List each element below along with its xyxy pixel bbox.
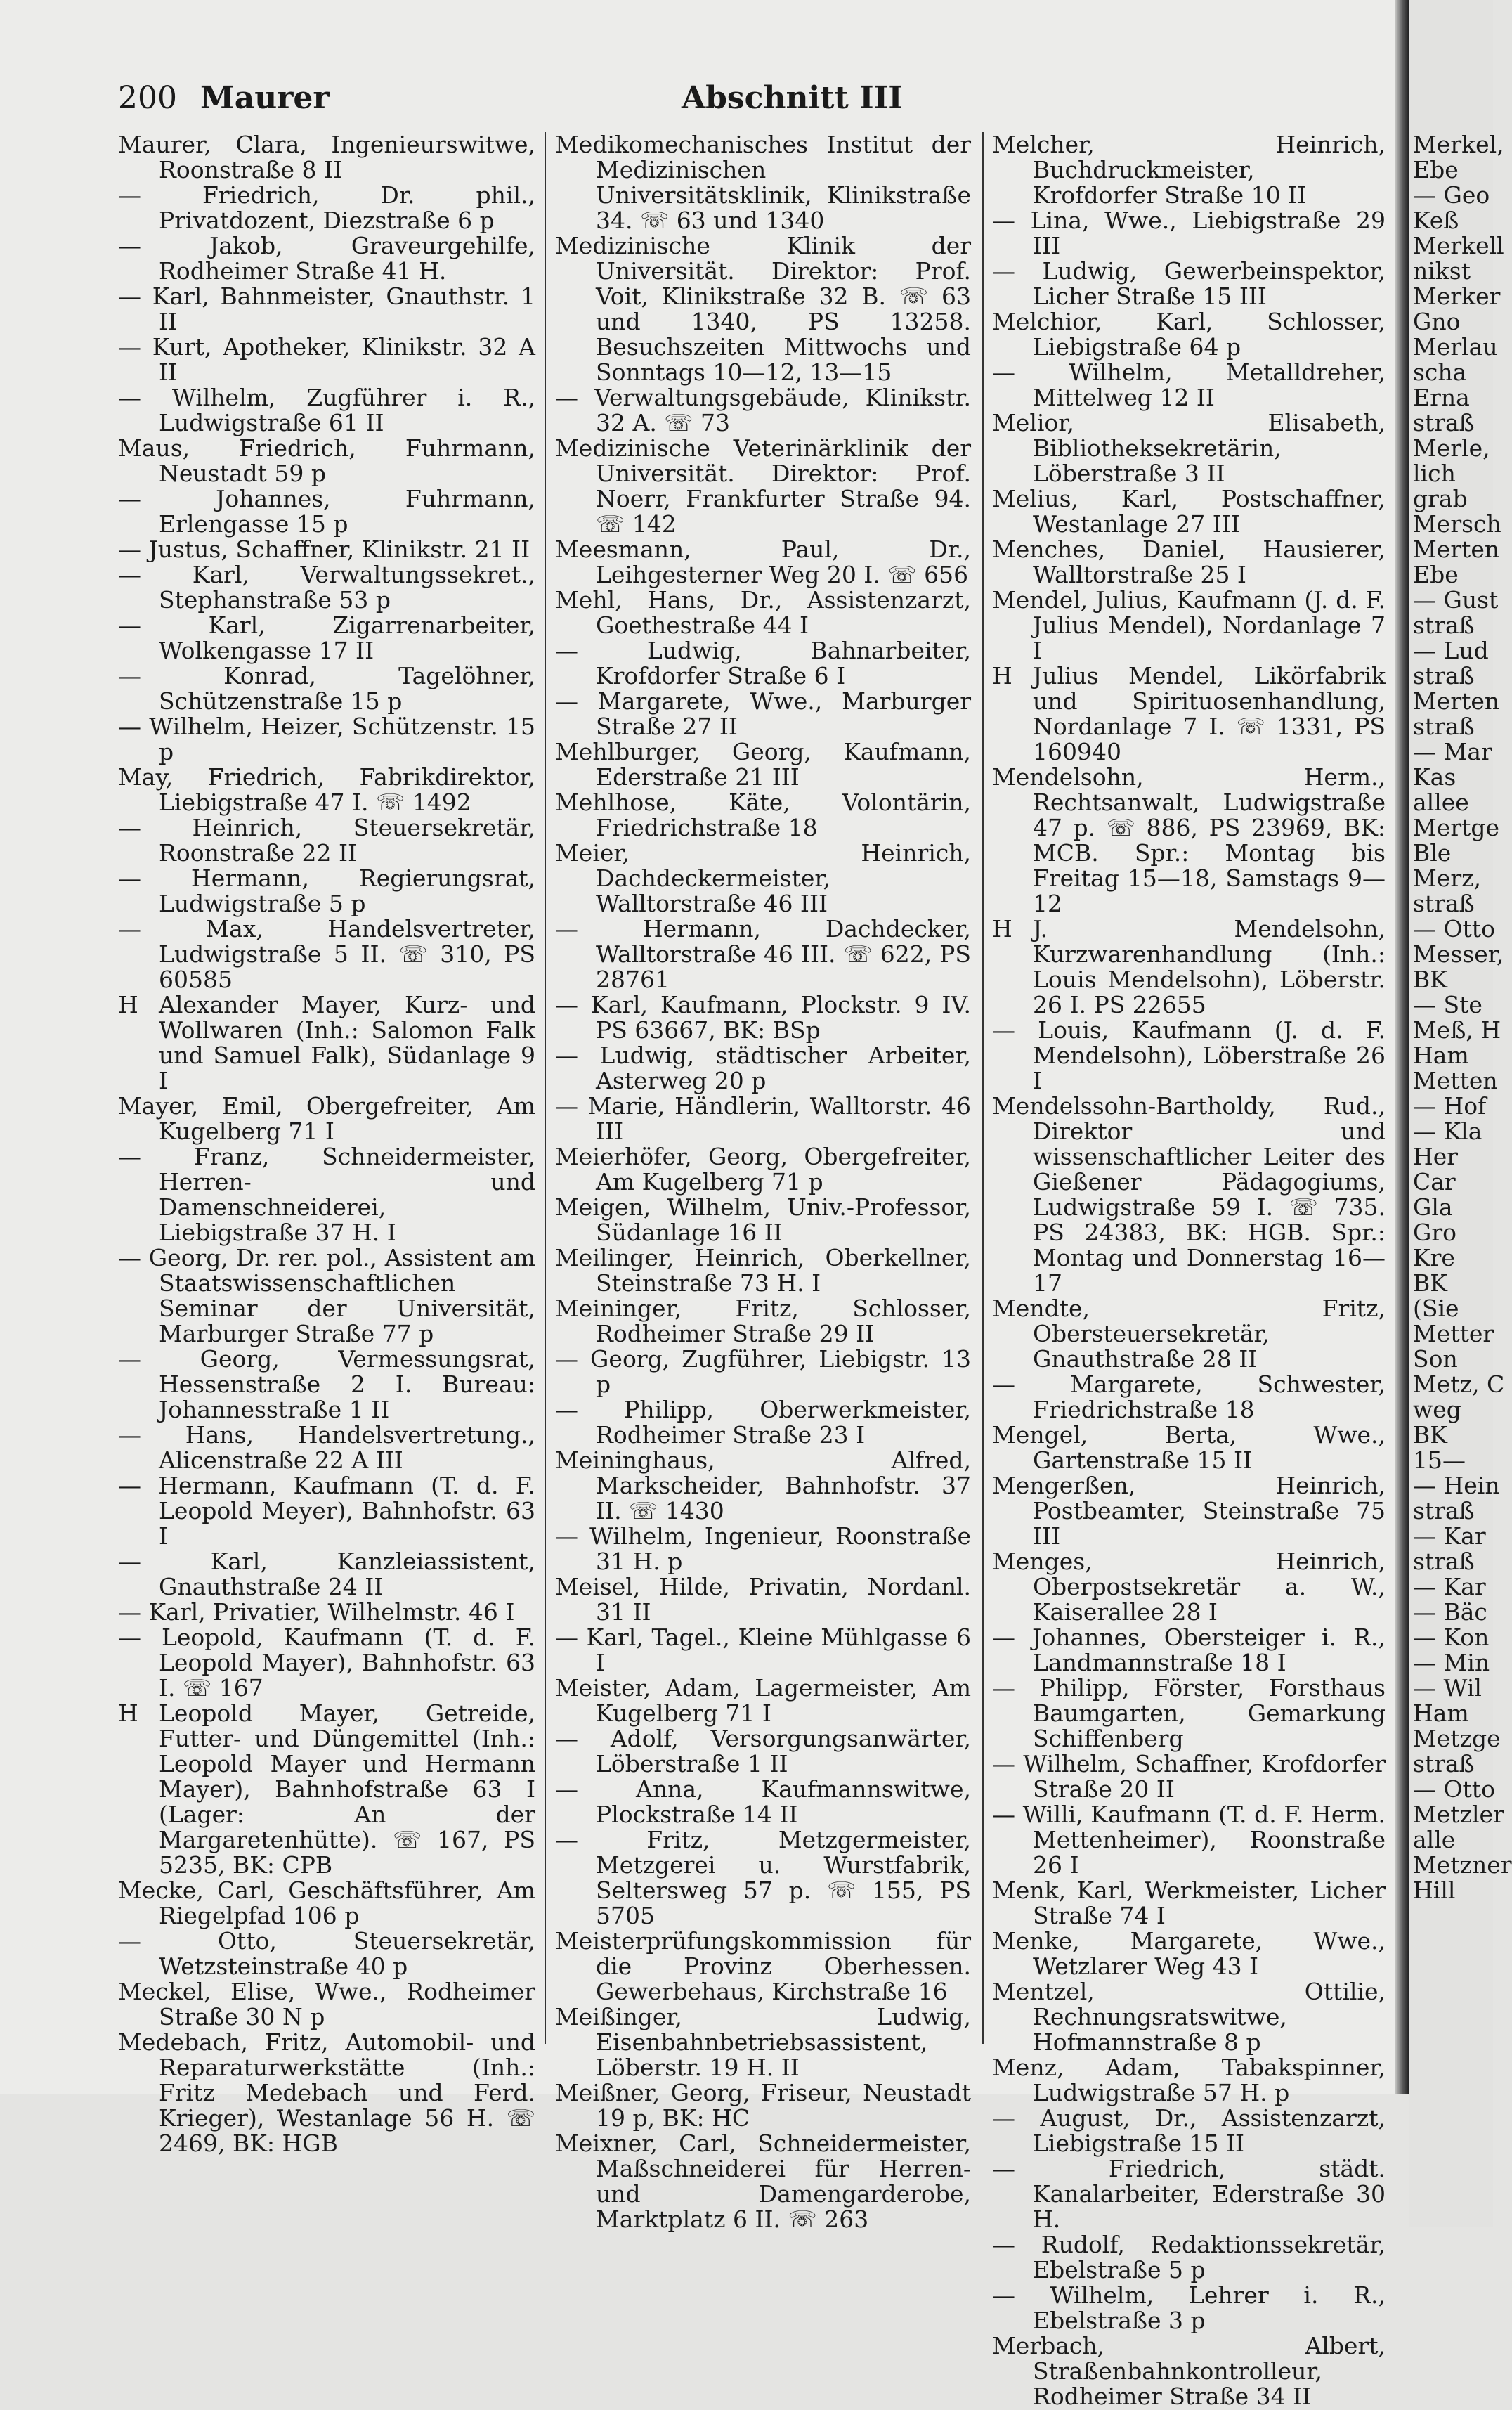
directory-entry bbox=[118, 1878, 535, 1929]
facing-page-fragment: BK bbox=[1413, 1269, 1447, 1297]
directory-entry bbox=[118, 2030, 535, 2156]
facing-page-fragment: Son bbox=[1413, 1345, 1458, 1373]
facing-page-fragment: nikst bbox=[1413, 257, 1471, 285]
facing-page-fragment: Ebe bbox=[1413, 156, 1459, 183]
directory-entry bbox=[555, 1144, 971, 1195]
firm-entry bbox=[118, 1701, 535, 1878]
entry-text: Menches, Daniel, Hausierer, Walltorstraße 25 I bbox=[992, 536, 1386, 588]
section-title: Abschnitt III bbox=[682, 80, 903, 116]
sub-entry bbox=[992, 259, 1386, 309]
entry-text: Maus, Friedrich, Fuhrmann, Neustadt 59 p bbox=[118, 434, 535, 487]
directory-entry bbox=[992, 2055, 1386, 2106]
facing-page-fragment: BK bbox=[1413, 966, 1447, 993]
firm-marker: H bbox=[992, 662, 1012, 689]
firm-entry bbox=[118, 992, 535, 1094]
sub-entry bbox=[118, 183, 535, 233]
directory-entry bbox=[992, 537, 1386, 588]
facing-page-fragment: alle bbox=[1413, 1826, 1456, 1853]
directory-entry bbox=[992, 309, 1386, 360]
sub-entry bbox=[555, 1625, 971, 1676]
sub-entry bbox=[118, 916, 535, 992]
facing-page-fragment: Ham bbox=[1413, 1699, 1469, 1727]
entry-text: — August, Dr., Assistenzarzt, Liebigstraße 15 II bbox=[992, 2104, 1386, 2157]
sub-entry bbox=[992, 1751, 1386, 1802]
entry-text: Mehl, Hans, Dr., Assistenzarzt, Goethestraße 44 I bbox=[555, 586, 971, 639]
entry-text: J. Mendelsohn, Kurzwarenhandlung (Inh.: Louis Mendelsohn), Löberstr. 26 I. PS 22655 bbox=[1033, 915, 1386, 1018]
sub-entry bbox=[118, 866, 535, 916]
facing-page-fragment: — Hof bbox=[1413, 1092, 1487, 1120]
sub-entry bbox=[118, 1549, 535, 1600]
entry-text: — Max, Handelsvertreter, Ludwigstraße 5 II. ☏ 310, PS 60585 bbox=[118, 915, 535, 993]
sub-entry bbox=[555, 385, 971, 436]
entry-text: Mengerßen, Heinrich, Postbeamter, Steinstraße 75 III bbox=[992, 1472, 1386, 1550]
facing-page-fragment: — Bäc bbox=[1413, 1598, 1487, 1626]
facing-page-fragment: straß bbox=[1413, 890, 1475, 917]
column-divider bbox=[982, 132, 984, 2044]
entry-text: — Kurt, Apotheker, Klinikstr. 32 A II bbox=[118, 333, 535, 386]
facing-page-fragment: Merker bbox=[1413, 283, 1501, 310]
directory-entry bbox=[118, 1094, 535, 1144]
directory-entry bbox=[555, 790, 971, 841]
entry-text: — Wilhelm, Zugführer i. R., Ludwigstraße 61 II bbox=[118, 384, 535, 436]
facing-page-fragment: — Min bbox=[1413, 1649, 1490, 1676]
running-head: Maurer bbox=[200, 80, 330, 116]
sub-entry bbox=[118, 1929, 535, 1979]
entry-text: — Leopold, Kaufmann (T. d. F. Leopold Mayer), Bahnhofstr. 63 I. ☏ 167 bbox=[118, 1624, 535, 1702]
entry-text: — Anna, Kaufmannswitwe, Plockstraße 14 II bbox=[555, 1775, 971, 1828]
sub-entry bbox=[992, 360, 1386, 410]
directory-entry bbox=[555, 1296, 971, 1347]
facing-page-fragment: — Otto bbox=[1413, 915, 1495, 942]
entry-text: — Karl, Bahnmeister, Gnauthstr. 1 II bbox=[118, 283, 535, 335]
facing-page-fragment: — Kar bbox=[1413, 1573, 1486, 1600]
facing-page-fragment: Merlau bbox=[1413, 333, 1498, 361]
sub-entry bbox=[555, 1524, 971, 1574]
entry-text: — Wilhelm, Ingenieur, Roonstraße 31 H. p bbox=[555, 1522, 971, 1575]
facing-page-fragment: Mertge bbox=[1413, 814, 1500, 841]
facing-page-fragment: Kre bbox=[1413, 1244, 1455, 1271]
entry-text: Meininger, Fritz, Schlosser, Rodheimer Straße 29 II bbox=[555, 1295, 971, 1347]
sub-entry bbox=[118, 486, 535, 537]
entry-text: — Georg, Vermessungsrat, Hessenstraße 2 I. Bureau: Johannesstraße 1 II bbox=[118, 1345, 535, 1423]
entry-text: Meesmann, Paul, Dr., Leihgesterner Weg 20 I. ☏ 656 bbox=[555, 536, 971, 588]
sub-entry bbox=[118, 1600, 535, 1625]
sub-entry bbox=[118, 1625, 535, 1701]
sub-entry bbox=[118, 1245, 535, 1347]
facing-page-fragment: — Kla bbox=[1413, 1117, 1482, 1145]
entry-text: Meierhöfer, Georg, Obergefreiter, Am Kugelberg 71 p bbox=[555, 1143, 971, 1196]
directory-entry bbox=[992, 132, 1386, 208]
sub-entry bbox=[555, 992, 971, 1043]
entry-text: Melius, Karl, Postschaffner, Westanlage 27 III bbox=[992, 485, 1386, 538]
entry-text: — Karl, Verwaltungssekret., Stephanstraße 53 p bbox=[118, 561, 535, 614]
entry-text: Medizinische Veterinärklinik der Universität. Direktor: Prof. Noerr, Frankfurter Straße 94. ☏ 142 bbox=[555, 434, 971, 538]
entry-text: — Margarete, Wwe., Marburger Straße 27 II bbox=[555, 687, 971, 740]
entry-text: — Karl, Tagel., Kleine Mühlgasse 6 I bbox=[555, 1624, 971, 1676]
sub-entry bbox=[118, 537, 535, 562]
directory-entry bbox=[992, 1929, 1386, 1979]
facing-page-fragment: Gro bbox=[1413, 1219, 1457, 1246]
facing-page-fragment: straß bbox=[1413, 611, 1475, 639]
entry-text: Alexander Mayer, Kurz- und Wollwaren (Inh.: Salomon Falk und Samuel Falk), Südanlage 9 I bbox=[159, 991, 535, 1094]
column-3 bbox=[992, 132, 1386, 2409]
sub-entry bbox=[118, 284, 535, 335]
directory-entry bbox=[555, 841, 971, 916]
facing-page-fragment: — Kar bbox=[1413, 1522, 1486, 1550]
directory-entry bbox=[555, 2080, 971, 2131]
facing-page-fragment: Keß bbox=[1413, 207, 1459, 234]
entry-text: Mehlhose, Käte, Volontärin, Friedrichstraße 18 bbox=[555, 789, 971, 841]
facing-page-fragment: — Lud bbox=[1413, 637, 1489, 664]
facing-page-fragment: — Hein bbox=[1413, 1472, 1500, 1499]
facing-page-fragment: — Kon bbox=[1413, 1624, 1490, 1651]
sub-entry bbox=[118, 1347, 535, 1423]
directory-entry bbox=[555, 132, 971, 233]
facing-page-fragment: — Mar bbox=[1413, 738, 1492, 765]
facing-page-fragment: straß bbox=[1413, 662, 1475, 689]
sub-entry bbox=[555, 1043, 971, 1094]
entry-text: Meininghaus, Alfred, Markscheider, Bahnhofstr. 37 II. ☏ 1430 bbox=[555, 1446, 971, 1524]
directory-entry bbox=[992, 765, 1386, 916]
facing-page-fragment: Merkel, bbox=[1413, 131, 1504, 158]
facing-page-fragment: BK bbox=[1413, 1421, 1447, 1449]
entry-text: — Friedrich, Dr. phil., Privatdozent, Diezstraße 6 p bbox=[118, 181, 535, 234]
facing-page-fragment: — Geo bbox=[1413, 181, 1490, 209]
sub-entry bbox=[118, 714, 535, 765]
entry-text: — Philipp, Oberwerkmeister, Rodheimer Straße 23 I bbox=[555, 1396, 971, 1449]
entry-text: Meier, Heinrich, Dachdeckermeister, Walltorstraße 46 III bbox=[555, 839, 971, 917]
sub-entry bbox=[992, 1018, 1386, 1094]
sub-entry bbox=[555, 1726, 971, 1777]
directory-entry bbox=[118, 132, 535, 183]
entry-text: Meixner, Carl, Schneidermeister, Maßschneiderei für Herren- und Damengarderobe, Marktplatz 6 II. ☏ 263 bbox=[555, 2130, 971, 2233]
facing-page-fragment: Kas bbox=[1413, 763, 1456, 791]
entry-text: Merbach, Albert, Straßenbahnkontrolleur, Rodheimer Straße 34 II bbox=[992, 2332, 1386, 2410]
entry-text: Menk, Karl, Werkmeister, Licher Straße 74 I bbox=[992, 1877, 1386, 1929]
entry-text: Mendel, Julius, Kaufmann (J. d. F. Julius Mendel), Nordanlage 7 I bbox=[992, 586, 1386, 664]
entry-text: Mentzel, Ottilie, Rechnungsratswitwe, Hofmannstraße 8 p bbox=[992, 1978, 1386, 2056]
entry-text: — Ludwig, städtischer Arbeiter, Asterweg 20 p bbox=[555, 1042, 971, 1094]
entry-text: — Heinrich, Steuersekretär, Roonstraße 22 II bbox=[118, 814, 535, 867]
directory-entry bbox=[555, 1448, 971, 1524]
firm-marker: H bbox=[992, 915, 1012, 942]
facing-page-fragment: Her bbox=[1413, 1143, 1459, 1170]
entry-text: Meigen, Wilhelm, Univ.-Professor, Südanlage 16 II bbox=[555, 1193, 971, 1246]
directory-entry bbox=[992, 588, 1386, 663]
entry-text: — Hans, Handelsvertretung., Alicenstraße 22 A III bbox=[118, 1421, 535, 1474]
entry-text: Menz, Adam, Tabakspinner, Ludwigstraße 57 H. p bbox=[992, 2054, 1386, 2106]
sub-entry bbox=[555, 689, 971, 739]
firm-marker: H bbox=[118, 1699, 138, 1727]
directory-entry bbox=[555, 1929, 971, 2004]
facing-page-fragment: 15— bbox=[1413, 1446, 1466, 1474]
entry-text: Medikomechanisches Institut der Medizinischen Universitätsklinik, Klinikstraße 34. ☏ 63 und 1340 bbox=[555, 131, 971, 234]
entry-text: — Johannes, Obersteiger i. R., Landmannstraße 18 I bbox=[992, 1624, 1386, 1676]
entry-text: Mayer, Emil, Obergefreiter, Am Kugelberg 71 I bbox=[118, 1092, 535, 1145]
directory-entry bbox=[992, 410, 1386, 486]
facing-page-fragment: grab bbox=[1413, 485, 1468, 512]
entry-text: — Justus, Schaffner, Klinikstr. 21 II bbox=[118, 536, 530, 563]
entry-text: — Ludwig, Bahnarbeiter, Krofdorfer Straße 6 I bbox=[555, 637, 971, 689]
sub-entry bbox=[992, 1802, 1386, 1878]
entry-text: Mendte, Fritz, Obersteuersekretär, Gnauthstraße 28 II bbox=[992, 1295, 1386, 1373]
facing-page-fragment: straß bbox=[1413, 1548, 1475, 1575]
facing-page-fragment: Gla bbox=[1413, 1193, 1453, 1221]
directory-entry bbox=[555, 2131, 971, 2232]
entry-text: — Friedrich, städt. Kanalarbeiter, Ederstraße 30 H. bbox=[992, 2155, 1386, 2233]
entry-text: — Hermann, Dachdecker, Walltorstraße 46 III. ☏ 622, PS 28761 bbox=[555, 915, 971, 993]
book-spine-shadow bbox=[1395, 0, 1409, 2094]
directory-entry bbox=[555, 436, 971, 537]
directory-entry bbox=[992, 1549, 1386, 1625]
facing-page-fragment: Merle, bbox=[1413, 434, 1490, 462]
entry-text: Medebach, Fritz, Automobil- und Reparaturwerkstätte (Inh.: Fritz Medebach und Ferd. Krieger), Westanlage 56 H. ☏ 2469, BK: HGB bbox=[118, 2028, 535, 2157]
sub-entry bbox=[992, 1676, 1386, 1751]
sub-entry bbox=[118, 613, 535, 663]
entry-text: Leopold Mayer, Getreide, Futter- und Düngemittel (Inh.: Leopold Mayer und Hermann Mayer), Bahnhofstraße 63 I (Lager: An der Margaretenhütte). ☏ 167, PS 5235, BK: CPB bbox=[159, 1699, 535, 1879]
sub-entry bbox=[992, 1372, 1386, 1423]
sub-entry bbox=[992, 2283, 1386, 2333]
facing-page-fragment: Metzler bbox=[1413, 1801, 1504, 1828]
entry-text: — Philipp, Förster, Forsthaus Baumgarten, Gemarkung Schiffenberg bbox=[992, 1674, 1386, 1752]
facing-page-edge bbox=[1409, 0, 1512, 2227]
entry-text: Meister, Adam, Lagermeister, Am Kugelberg 71 I bbox=[555, 1674, 971, 1727]
entry-text: Meisel, Hilde, Privatin, Nordanl. 31 II bbox=[555, 1573, 971, 1626]
entry-text: Menke, Margarete, Wwe., Wetzlarer Weg 43 I bbox=[992, 1927, 1386, 1980]
facing-page-fragment: Ble bbox=[1413, 839, 1452, 867]
entry-text: — Franz, Schneidermeister, Herren- und Damenschneiderei, Liebigstraße 37 H. I bbox=[118, 1143, 535, 1246]
firm-marker: H bbox=[118, 991, 138, 1018]
entry-text: Melchior, Karl, Schlosser, Liebigstraße 64 p bbox=[992, 308, 1386, 361]
entry-text: — Rudolf, Redaktionssekretär, Ebelstraße 5 p bbox=[992, 2231, 1386, 2283]
facing-page-fragment: Ebe bbox=[1413, 561, 1459, 588]
entry-text: — Ludwig, Gewerbeinspektor, Licher Straße 15 III bbox=[992, 257, 1386, 310]
facing-page-fragment: Ham bbox=[1413, 1042, 1469, 1069]
entry-text: — Hermann, Kaufmann (T. d. F. Leopold Meyer), Bahnhofstr. 63 I bbox=[118, 1472, 535, 1550]
entry-text: — Louis, Kaufmann (J. d. F. Mendelsohn), Löberstraße 26 I bbox=[992, 1016, 1386, 1094]
sub-entry bbox=[118, 1473, 535, 1549]
directory-entry bbox=[992, 1296, 1386, 1372]
directory-entry bbox=[992, 1979, 1386, 2055]
facing-page-fragment: straß bbox=[1413, 713, 1475, 740]
sub-entry bbox=[992, 1625, 1386, 1676]
sub-entry bbox=[555, 916, 971, 992]
sub-entry bbox=[118, 1144, 535, 1245]
facing-page-fragment: — Gust bbox=[1413, 586, 1499, 614]
facing-page-fragment: Mersch bbox=[1413, 510, 1501, 538]
facing-page-fragment: Meß, H bbox=[1413, 1016, 1501, 1044]
sub-entry bbox=[118, 1423, 535, 1473]
directory-entry bbox=[118, 436, 535, 486]
facing-page-fragment: Metzner bbox=[1413, 1851, 1512, 1879]
directory-entry bbox=[555, 233, 971, 385]
directory-entry bbox=[555, 739, 971, 790]
entry-text: — Konrad, Tagelöhner, Schützenstraße 15 p bbox=[118, 662, 535, 715]
directory-entry bbox=[992, 1094, 1386, 1296]
directory-entry bbox=[992, 486, 1386, 537]
entry-text: Maurer, Clara, Ingenieurswitwe, Roonstraße 8 II bbox=[118, 131, 535, 183]
sub-entry bbox=[118, 385, 535, 436]
directory-entry bbox=[555, 1676, 971, 1726]
directory-entry bbox=[555, 588, 971, 638]
entry-text: Mendelssohn-Bartholdy, Rud., Direktor und wissenschaftlicher Leiter des Gießener Pädagogiums, Ludwigstraße 59 I. ☏ 735. PS 24383, BK: HGB. Spr.: Montag und Donnerstag 16—17 bbox=[992, 1092, 1386, 1297]
facing-page-fragment: — Ste bbox=[1413, 991, 1482, 1018]
facing-page-fragment: straß bbox=[1413, 1750, 1475, 1777]
facing-page-fragment: weg bbox=[1413, 1396, 1461, 1423]
sub-entry bbox=[555, 1777, 971, 1827]
sub-entry bbox=[555, 1347, 971, 1397]
entry-text: — Jakob, Graveurgehilfe, Rodheimer Straße 41 H. bbox=[118, 232, 535, 285]
facing-page-fragment: Merten bbox=[1413, 687, 1500, 715]
entry-text: Melior, Elisabeth, Bibliotheksekretärin, Löberstraße 3 II bbox=[992, 409, 1386, 487]
entry-text: — Wilhelm, Lehrer i. R., Ebelstraße 3 p bbox=[992, 2281, 1386, 2334]
facing-page-fragment: Car bbox=[1413, 1168, 1456, 1196]
entry-text: Mengel, Berta, Wwe., Gartenstraße 15 II bbox=[992, 1421, 1386, 1474]
entry-text: Julius Mendel, Likörfabrik und Spirituosenhandlung, Nordanlage 7 I. ☏ 1331, PS 160940 bbox=[1033, 662, 1386, 765]
entry-text: — Fritz, Metzgermeister, Metzgerei u. Wurstfabrik, Seltersweg 57 p. ☏ 155, PS 5705 bbox=[555, 1826, 971, 1929]
entry-text: — Karl, Privatier, Wilhelmstr. 46 I bbox=[118, 1598, 515, 1626]
entry-text: Medizinische Klinik der Universität. Direktor: Prof. Voit, Klinikstraße 32 B. ☏ 63 und 1340, PS 13258. Besuchszeiten Mittwochs und Sonntags 10—12, 13—15 bbox=[555, 232, 971, 386]
sub-entry bbox=[118, 815, 535, 866]
facing-page-fragment: — Wil bbox=[1413, 1674, 1482, 1702]
directory-entry bbox=[992, 1423, 1386, 1473]
facing-page-fragment: — Otto bbox=[1413, 1775, 1495, 1803]
facing-page-fragment: Metz, C bbox=[1413, 1371, 1505, 1398]
entry-text: Mehlburger, Georg, Kaufmann, Ederstraße 21 III bbox=[555, 738, 971, 791]
sub-entry bbox=[118, 663, 535, 714]
directory-entry bbox=[555, 2004, 971, 2080]
column-1 bbox=[118, 132, 535, 2156]
entry-text: — Marie, Händlerin, Walltorstr. 46 III bbox=[555, 1092, 971, 1145]
entry-text: — Johannes, Fuhrmann, Erlengasse 15 p bbox=[118, 485, 535, 538]
facing-page-fragment: lich bbox=[1413, 460, 1456, 487]
entry-text: Mecke, Carl, Geschäftsführer, Am Riegelpfad 106 p bbox=[118, 1877, 535, 1929]
entry-text: Meilinger, Heinrich, Oberkellner, Steinstraße 73 H. I bbox=[555, 1244, 971, 1297]
sub-entry bbox=[555, 1094, 971, 1144]
entry-text: — Hermann, Regierungsrat, Ludwigstraße 5 p bbox=[118, 864, 535, 917]
directory-entry bbox=[118, 765, 535, 815]
facing-page-fragment: allee bbox=[1413, 789, 1469, 816]
facing-page-fragment: straß bbox=[1413, 409, 1475, 436]
entry-text: Melcher, Heinrich, Buchdruckmeister, Krofdorfer Straße 10 II bbox=[992, 131, 1386, 209]
directory-entry bbox=[992, 2333, 1386, 2409]
facing-page-fragment: Gno bbox=[1413, 308, 1461, 335]
entry-text: — Lina, Wwe., Liebigstraße 29 III bbox=[992, 207, 1386, 259]
entry-text: — Wilhelm, Metalldreher, Mittelweg 12 II bbox=[992, 358, 1386, 411]
entry-text: — Georg, Dr. rer. pol., Assistent am Staatswissenschaftlichen Seminar der Universität, Marburger Straße 77 p bbox=[118, 1244, 535, 1347]
entry-text: Mendelsohn, Herm., Rechtsanwalt, Ludwigstraße 47 p. ☏ 886, PS 23969, BK: MCB. Spr.: Montag bis Freitag 15—18, Samstags 9—12 bbox=[992, 763, 1386, 917]
entry-text: — Willi, Kaufmann (T. d. F. Herm. Mettenheimer), Roonstraße 26 I bbox=[992, 1801, 1386, 1879]
column-2 bbox=[555, 132, 971, 2232]
directory-entry bbox=[555, 1574, 971, 1625]
facing-page-fragment: scha bbox=[1413, 358, 1467, 386]
entry-text: Meisterprüfungskommission für die Provinz Oberhessen. Gewerbehaus, Kirchstraße 16 bbox=[555, 1927, 971, 2005]
sub-entry bbox=[992, 2156, 1386, 2232]
directory-entry bbox=[992, 1878, 1386, 1929]
entry-text: — Margarete, Schwester, Friedrichstraße 18 bbox=[992, 1371, 1386, 1423]
sub-entry bbox=[992, 208, 1386, 259]
facing-page-fragment: Hill bbox=[1413, 1877, 1456, 1904]
entry-text: — Otto, Steuersekretär, Wetzsteinstraße 40 p bbox=[118, 1927, 535, 1980]
entry-text: — Karl, Zigarrenarbeiter, Wolkengasse 17 II bbox=[118, 611, 535, 664]
entry-text: — Adolf, Versorgungsanwärter, Löberstraße 1 II bbox=[555, 1725, 971, 1777]
directory-entry bbox=[992, 1473, 1386, 1549]
facing-page-fragment: Merz, bbox=[1413, 864, 1481, 892]
facing-page-fragment: Erna bbox=[1413, 384, 1470, 411]
sub-entry bbox=[555, 638, 971, 689]
facing-page-fragment: (Sie bbox=[1413, 1295, 1459, 1322]
sub-entry bbox=[555, 1397, 971, 1448]
facing-page-fragment: Merten bbox=[1413, 536, 1500, 563]
entry-text: May, Friedrich, Fabrikdirektor, Liebigstraße 47 I. ☏ 1492 bbox=[118, 763, 535, 816]
sub-entry bbox=[118, 233, 535, 284]
entry-text: — Wilhelm, Heizer, Schützenstr. 15 p bbox=[118, 713, 535, 765]
facing-page-fragment: straß bbox=[1413, 1497, 1475, 1524]
facing-page-fragment: Merkell bbox=[1413, 232, 1504, 259]
facing-page-fragment: Messer, bbox=[1413, 940, 1504, 968]
sub-entry bbox=[118, 335, 535, 385]
sub-entry bbox=[992, 2232, 1386, 2283]
directory-entry bbox=[555, 1195, 971, 1245]
sub-entry bbox=[555, 1827, 971, 1929]
facing-page-fragment: Metter bbox=[1413, 1320, 1494, 1347]
entry-text: — Verwaltungsgebäude, Klinikstr. 32 A. ☏ 73 bbox=[555, 384, 971, 436]
entry-text: Menges, Heinrich, Oberpostsekretär a. W., Kaiserallee 28 I bbox=[992, 1548, 1386, 1626]
entry-text: Meißner, Georg, Friseur, Neustadt 19 p, BK: HC bbox=[555, 2079, 971, 2132]
entry-text: Meckel, Elise, Wwe., Rodheimer Straße 30 N p bbox=[118, 1978, 535, 2030]
column-divider bbox=[545, 132, 546, 2044]
firm-entry bbox=[992, 916, 1386, 1018]
directory-entry bbox=[555, 537, 971, 588]
facing-page-fragment: Metzge bbox=[1413, 1725, 1501, 1752]
entry-text: — Karl, Kaufmann, Plockstr. 9 IV. PS 63667, BK: BSp bbox=[555, 991, 971, 1044]
page-number: 200 bbox=[118, 80, 177, 116]
facing-page-fragment: Metten bbox=[1413, 1067, 1498, 1094]
sub-entry bbox=[118, 562, 535, 613]
sub-entry bbox=[992, 2106, 1386, 2156]
directory-entry bbox=[118, 1979, 535, 2030]
entry-text: — Georg, Zugführer, Liebigstr. 13 p bbox=[555, 1345, 971, 1398]
entry-text: Meißinger, Ludwig, Eisenbahnbetriebsassistent, Löberstr. 19 H. II bbox=[555, 2003, 971, 2081]
entry-text: — Karl, Kanzleiassistent, Gnauthstraße 24 II bbox=[118, 1548, 535, 1600]
entry-text: — Wilhelm, Schaffner, Krofdorfer Straße 20 II bbox=[992, 1750, 1386, 1803]
firm-entry bbox=[992, 663, 1386, 765]
directory-entry bbox=[555, 1245, 971, 1296]
